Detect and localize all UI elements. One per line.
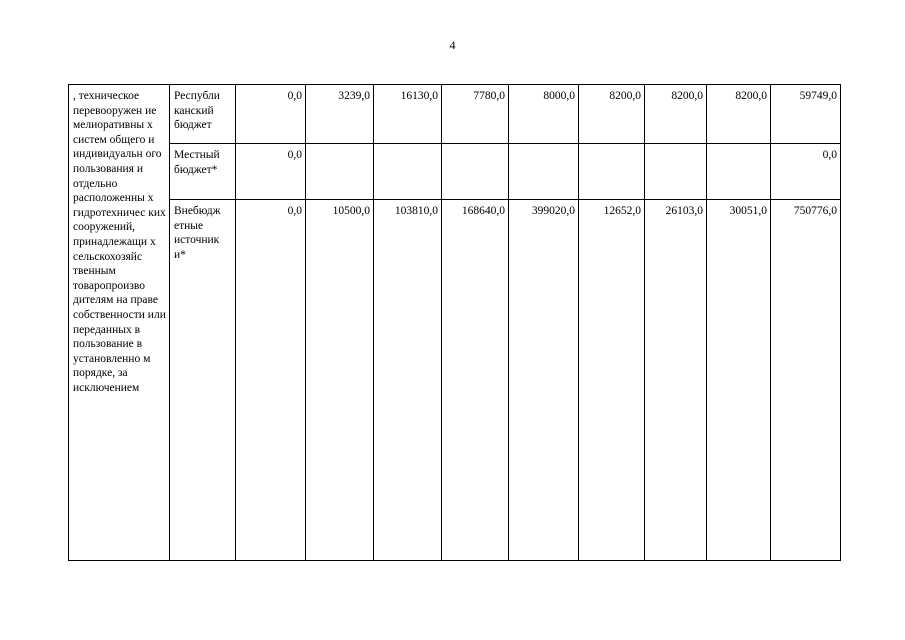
value-cell: 0,0: [236, 200, 306, 561]
table-row: [69, 200, 841, 561]
value-cell: 16130,0: [374, 85, 442, 144]
value-cell: [707, 144, 771, 200]
table-row: [69, 144, 841, 200]
value-cell: 8200,0: [579, 85, 645, 144]
value-cell: 0,0: [236, 85, 306, 144]
value-cell: 8200,0: [707, 85, 771, 144]
funding-table: [68, 84, 841, 561]
funding-source: Внебюдж етные источник и*: [170, 200, 236, 561]
value-cell: 3239,0: [306, 85, 374, 144]
value-cell: [306, 144, 374, 200]
measure-description: , техническое перевооружен ие мелиоративны х систем общего и индивидуальн ого пользования и отдельно расположенны х гидротехничес ких сооружений, принадлежащи х сельскохозяйс твенным товаропроизво дителям на праве собственности или переданных в пользование в установленно м порядке, за исключением: [69, 85, 170, 561]
value-cell: 8200,0: [645, 85, 707, 144]
value-cell: [645, 144, 707, 200]
value-cell: [509, 144, 579, 200]
value-cell: 10500,0: [306, 200, 374, 561]
value-cell: 30051,0: [707, 200, 771, 561]
funding-source: Местный бюджет*: [170, 144, 236, 200]
total-cell: 59749,0: [771, 85, 841, 144]
value-cell: 12652,0: [579, 200, 645, 561]
value-cell: [442, 144, 509, 200]
value-cell: 26103,0: [645, 200, 707, 561]
funding-source: Республи канский бюджет: [170, 85, 236, 144]
value-cell: 8000,0: [509, 85, 579, 144]
value-cell: 0,0: [236, 144, 306, 200]
total-cell: 750776,0: [771, 200, 841, 561]
page-number: 4: [449, 38, 456, 52]
value-cell: 168640,0: [442, 200, 509, 561]
table-row: [69, 85, 841, 144]
total-cell: 0,0: [771, 144, 841, 200]
value-cell: 399020,0: [509, 200, 579, 561]
value-cell: 7780,0: [442, 85, 509, 144]
value-cell: 103810,0: [374, 200, 442, 561]
value-cell: [374, 144, 442, 200]
value-cell: [579, 144, 645, 200]
